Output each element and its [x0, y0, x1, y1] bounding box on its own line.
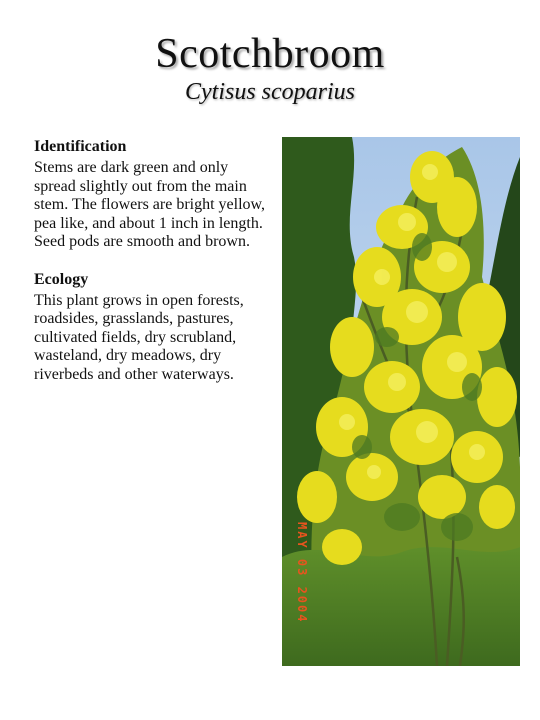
text-column — [34, 137, 270, 384]
identification-text: Stems are dark green and only spread slightly out from the main stem. The flowers are bright yellow, pea like, and about 1 inch in length. Seed pods are smooth and brown. — [34, 159, 266, 250]
ground-foliage — [282, 547, 520, 666]
identification-section — [34, 137, 270, 252]
photo-illustration — [282, 137, 520, 666]
page-title: Scotchbroom — [155, 31, 385, 77]
ecology-section — [34, 270, 270, 385]
photo-date-stamp: MAY 03 2004 — [295, 522, 309, 624]
scotchbroom-photo — [282, 137, 520, 666]
ecology-heading: Ecology — [34, 270, 89, 288]
identification-heading: Identification — [34, 138, 127, 155]
ecology-text: This plant grows in open forests, roadsides, grasslands, pastures, cultivated fields, dry scrubland, wasteland, dry meadows, dry riverbeds and other waterways. — [34, 291, 244, 383]
scientific-name: Cytisus scoparius — [184, 79, 355, 105]
